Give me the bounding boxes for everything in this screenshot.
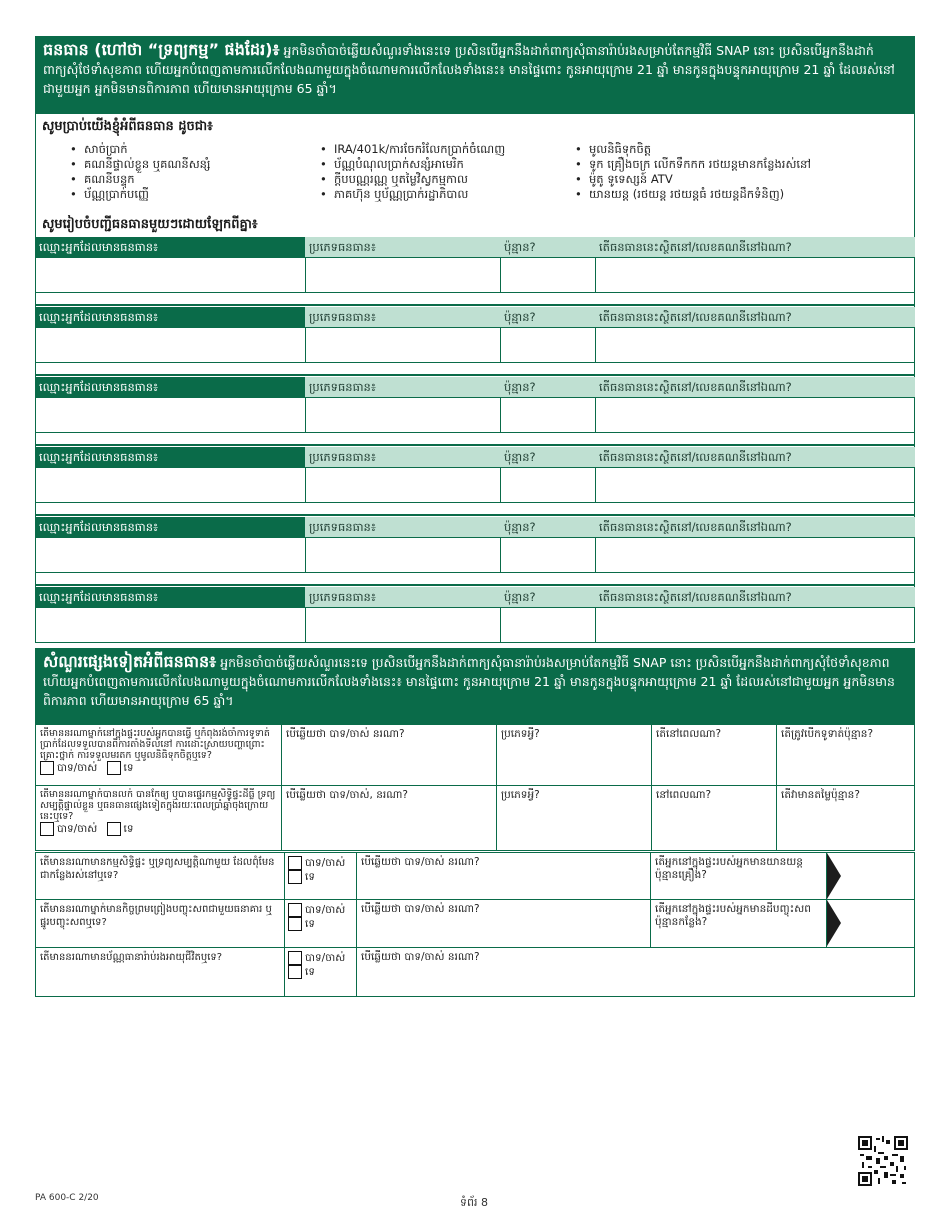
- location-field[interactable]: [595, 467, 915, 503]
- q2-yes-checkbox[interactable]: [40, 822, 54, 836]
- amount-field[interactable]: [500, 467, 596, 503]
- q5-question: [35, 947, 285, 997]
- q5-who-field[interactable]: [356, 947, 915, 997]
- owner-field[interactable]: [35, 537, 306, 573]
- example-item: • សាច់ប្រាក់: [70, 142, 310, 157]
- q2-value-field[interactable]: [776, 785, 915, 851]
- q3-who-label: បើឆ្លើយថា បាទ/ចាស់ នរណា?: [361, 856, 480, 868]
- q1-type-field[interactable]: [496, 724, 652, 786]
- type-field[interactable]: [305, 397, 501, 433]
- amount-header: ប៉ុន្មាន?: [500, 447, 595, 467]
- yes-label: បាទ/ចាស់: [305, 856, 346, 869]
- q4-who-label: បើឆ្លើយថា បាទ/ចាស់ នរណា?: [361, 903, 480, 915]
- type-field[interactable]: [305, 467, 501, 503]
- amount-header: ប៉ុន្មាន?: [500, 587, 595, 607]
- resources-header: [35, 36, 915, 114]
- owner-header: ឈ្មោះអ្នកដែលមានធនធាន៖: [35, 307, 305, 327]
- example-item: • ក្តីបបណ្ណរណ្ណ ឬតម្លៃវិស្វកម្មកាល: [320, 172, 570, 187]
- resource-row: [35, 307, 915, 363]
- resources-intro: អ្នកមិនចាំបាច់ឆ្លើយសំណួរទាំងនេះទេ ប្រសិនបើអ្នកនឹងដាក់ពាក្យសុំធានារ៉ាប់រងសម្រាប់តែកម្មវិធី SNAP នោះ ប្រសិនបើអ្នកនឹងដាក់ពាក្យសុំថែទាំសុខភាព ហើយអ្នកបំពេញតាមការលើកលែងណាមួយក្នុងចំណោមការលើកលែងទាំងនេះ៖ មានផ្ទៃពោះ កូនអាយុក្រោម 21 ឆ្នាំ មានកូនក្នុងបន្ទុកអាយុក្រោម 21 ឆ្នាំ ដែលរស់នៅជាមួយអ្នក អ្នកមិនមានពិការភាព ហើយមានអាយុក្រោម 65 ឆ្នាំ។: [43, 43, 895, 96]
- location-field[interactable]: [595, 327, 915, 363]
- q5-yes-checkbox[interactable]: [288, 951, 302, 965]
- amount-header: ប៉ុន្មាន?: [500, 237, 595, 257]
- q3-options: [284, 852, 357, 900]
- q4-who-field[interactable]: [356, 899, 651, 948]
- yes-label: បាទ/ចាស់: [57, 822, 98, 835]
- location-field[interactable]: [595, 257, 915, 293]
- yes-label: បាទ/ចាស់: [305, 951, 346, 964]
- resource-row: [35, 377, 915, 433]
- arrow-icon: [827, 900, 841, 946]
- owner-field[interactable]: [35, 257, 306, 293]
- amount-field[interactable]: [500, 327, 596, 363]
- location-header: តើធនធាននេះស្ថិតនៅ/លេខគណនីនៅឯណា?: [595, 307, 915, 327]
- q1-who-field[interactable]: [281, 724, 497, 786]
- row-divider: [35, 444, 915, 446]
- example-item: • យានយន្ត (រថយន្ត រថយន្តធំ រថយន្តដឹកទំនិញ): [575, 187, 905, 202]
- q1-when-label: តើនៅពេលណា?: [656, 728, 722, 740]
- q2-type-label: ប្រភេទអ្វី?: [501, 789, 540, 801]
- row-divider: [35, 374, 915, 376]
- owner-header: ឈ្មោះអ្នកដែលមានធនធាន៖: [35, 517, 305, 537]
- type-header: ប្រភេទធនធាន៖: [305, 377, 500, 397]
- no-label: ទេ: [305, 917, 315, 930]
- row-divider: [35, 304, 915, 306]
- example-item: • គណនីផ្ទាល់ខ្លួន ឬគណនីសន្សំ: [70, 157, 310, 172]
- type-header: ប្រភេទធនធាន៖: [305, 587, 500, 607]
- location-field[interactable]: [595, 607, 915, 643]
- q5-no-checkbox[interactable]: [288, 965, 302, 979]
- resources-title: ធនធាន (ហៅថា “ទ្រព្យកម្ម” ផងដែរ)៖: [43, 40, 280, 59]
- type-header: ប្រភេទធនធាន៖: [305, 517, 500, 537]
- amount-header: ប៉ុន្មាន?: [500, 307, 595, 327]
- q2-value-label: តើវាមានតម្លៃប៉ុន្មាន?: [781, 789, 860, 801]
- q3-yes-checkbox[interactable]: [288, 856, 302, 870]
- location-field[interactable]: [595, 537, 915, 573]
- owner-field[interactable]: [35, 397, 306, 433]
- location-header: តើធនធាននេះស្ថិតនៅ/លេខគណនីនៅឯណា?: [595, 517, 915, 537]
- resource-row: [35, 447, 915, 503]
- q4-options: [284, 899, 357, 948]
- q2-who-label: បើឆ្លើយថា បាទ/ចាស់, នរណា?: [286, 789, 408, 801]
- no-label: ទេ: [123, 761, 134, 774]
- q2-text: តើមាននរណាម្នាក់បានលក់ បានកែឲ្យ ឬបានផ្ទេរកម្មសិទ្ធិផ្ទះដីធ្លី ទ្រព្យសម្បត្តិផ្ទាល់ខ្លួន ឬធនធានផ្សេងទៀតក្នុងរយៈពេលប្រាំឆ្នាំចុងក្រោយនេះឬទេ?: [40, 789, 276, 822]
- q5-text: តើមាននរណាមានប័ណ្ណធានារ៉ាប់រងអាយុជីវិតឬទេ?: [40, 952, 223, 963]
- q2-when-label: នៅពេលណា?: [656, 789, 712, 801]
- type-field[interactable]: [305, 257, 501, 293]
- q1-amount-label: តើត្រូវបើកទូទាត់ប៉ុន្មាន?: [781, 728, 874, 740]
- example-item: • IRA/401k/ការចែករំលែកប្រាក់ចំណេញ: [320, 142, 570, 157]
- q1-no-checkbox[interactable]: [107, 761, 121, 775]
- other-resources-title: សំណួរផ្សេងទៀតអំពីធនធាន៖: [43, 652, 217, 671]
- example-item: • ប័ណ្ណបំណុលប្រាក់សន្សំអាមេរិក: [320, 157, 570, 172]
- q1-text: តើមាននរណាម្នាក់នៅក្នុងផ្ទះរបស់អ្នកបានធ្វើ ឬកំពុងរង់ចាំការទូទាត់ប្រាក់ដែលទទួលបានពីការតាំងទីលំនៅ ការដោះស្រាយបញ្ហាព្រោះគ្រោះថ្នាក់ ការទទួលមរតក ឬមូលនិធិទុកចិត្តឬទេ?: [40, 728, 270, 761]
- q3-text: តើមាននរណាមានកម្មសិទ្ធិផ្ទះ ឬទ្រព្យសម្បត្តិណាមួយ ដែលពុំមែនជាកន្លែងរស់នៅឬទេ?: [40, 857, 275, 881]
- q1-when-field[interactable]: [651, 724, 777, 786]
- q3-who-field[interactable]: [356, 852, 651, 900]
- location-header: តើធនធាននេះស្ថិតនៅ/លេខគណនីនៅឯណា?: [595, 237, 915, 257]
- q4-text: តើមាននរណាម្នាក់មានកិច្ចព្រមព្រៀងបញ្ចុះសពជាមួយធនាគារ ឬផ្នូរបញ្ចុះសពឬទេ?: [40, 904, 272, 928]
- owner-header: ឈ្មោះអ្នកដែលមានធនធាន៖: [35, 587, 305, 607]
- amount-field[interactable]: [500, 537, 596, 573]
- type-header: ប្រភេទធនធាន៖: [305, 447, 500, 467]
- page-number: ទំព័រ 8: [460, 1196, 488, 1209]
- q2-type-field[interactable]: [496, 785, 652, 851]
- owner-header: ឈ្មោះអ្នកដែលមានធនធាន៖: [35, 237, 305, 257]
- yes-label: បាទ/ចាស់: [57, 761, 98, 774]
- list-each-label: សូមរៀបចំបញ្ជីធនធានមួយៗដោយឡែកពីគ្នា៖: [42, 217, 258, 232]
- other-resources-header: [35, 648, 915, 724]
- q5-options: [284, 947, 357, 997]
- q2-who-field[interactable]: [281, 785, 497, 851]
- type-header: ប្រភេទធនធាន៖: [305, 307, 500, 327]
- examples-list-1: [70, 142, 310, 202]
- type-field[interactable]: [305, 607, 501, 643]
- amount-field[interactable]: [500, 397, 596, 433]
- resource-row: [35, 517, 915, 573]
- no-label: ទេ: [123, 822, 134, 835]
- vehicles-text: តើអ្នកនៅក្នុងផ្ទះរបស់អ្នកមានយានយន្តប៉ុន្មានគ្រឿង?: [655, 856, 803, 881]
- no-label: ទេ: [305, 870, 315, 883]
- q3-question: [35, 852, 285, 900]
- q2-question: [35, 785, 282, 851]
- q2-no-checkbox[interactable]: [107, 822, 121, 836]
- example-item: • ប័ណ្ណប្រាក់បញ្ញើ: [70, 187, 310, 202]
- amount-header: ប៉ុន្មាន?: [500, 377, 595, 397]
- q2-when-field[interactable]: [651, 785, 777, 851]
- owner-field[interactable]: [35, 607, 306, 643]
- other-resources-intro: អ្នកមិនចាំបាច់ឆ្លើយសំណួរនេះទេ ប្រសិនបើអ្នកនឹងដាក់ពាក្យសុំធានារ៉ាប់រងសម្រាប់តែកម្មវិធី SNAP នោះ ប្រសិនបើអ្នកនឹងដាក់ពាក្យសុំថែទាំសុខភាព ហើយអ្នកបំពេញតាមការលើកលែងណាមួយក្នុងចំណោមការលើកលែងទាំងនេះ៖ មានផ្ទៃពោះ កូនអាយុក្រោម 21 ឆ្នាំ មានកូនក្នុងបន្ទុកអាយុក្រោម 21 ឆ្នាំ ដែលរស់នៅជាមួយអ្នក អ្នកមិនមានពិការភាព ហើយមានអាយុក្រោម 65 ឆ្នាំ។: [43, 655, 895, 708]
- q3-no-checkbox[interactable]: [288, 870, 302, 884]
- resource-row: [35, 587, 915, 643]
- burial-plots-text: តើអ្នកនៅក្នុងផ្ទះរបស់អ្នកមានដីបញ្ចុះសពប៉ុន្មានកន្លែង?: [655, 903, 811, 928]
- no-label: ទេ: [305, 965, 315, 978]
- examples-list-3: [575, 142, 905, 202]
- type-field[interactable]: [305, 537, 501, 573]
- q1-amount-field[interactable]: [776, 724, 915, 786]
- location-field[interactable]: [595, 397, 915, 433]
- example-item: • ទូក គ្រឿងចក្រ លើកទឹកកក រថយន្តមានកន្លែងរស់នៅ: [575, 157, 905, 172]
- owner-header: ឈ្មោះអ្នកដែលមានធនធាន៖: [35, 377, 305, 397]
- resource-row: [35, 237, 915, 293]
- example-item: • គណនីបន្ទុក: [70, 172, 310, 187]
- type-header: ប្រភេទធនធាន៖: [305, 237, 500, 257]
- example-item: • មូលនិធិទុកចិត្ត: [575, 142, 905, 157]
- amount-field[interactable]: [500, 257, 596, 293]
- example-item: • ម៉ូតូ ទូទេស្សន៍ ATV: [575, 172, 905, 187]
- amount-header: ប៉ុន្មាន?: [500, 517, 595, 537]
- arrow-icon: [827, 853, 841, 899]
- owner-header: ឈ្មោះអ្នកដែលមានធនធាន៖: [35, 447, 305, 467]
- burial-plots-question: [650, 899, 827, 948]
- amount-field[interactable]: [500, 607, 596, 643]
- yes-label: បាទ/ចាស់: [305, 903, 346, 916]
- q1-question: [35, 724, 282, 786]
- type-field[interactable]: [305, 327, 501, 363]
- q4-yes-checkbox[interactable]: [288, 903, 302, 917]
- row-divider: [35, 584, 915, 586]
- q4-no-checkbox[interactable]: [288, 917, 302, 931]
- owner-field[interactable]: [35, 467, 306, 503]
- location-header: តើធនធាននេះស្ថិតនៅ/លេខគណនីនៅឯណា?: [595, 377, 915, 397]
- tell-us-label: សូមប្រាប់យើងខ្ញុំអំពីធនធាន ដូចជា៖: [42, 119, 213, 134]
- q1-who-label: បើឆ្លើយថា បាទ/ចាស់ នរណា?: [286, 728, 405, 740]
- owner-field[interactable]: [35, 327, 306, 363]
- location-header: តើធនធាននេះស្ថិតនៅ/លេខគណនីនៅឯណា?: [595, 587, 915, 607]
- example-item: • ភាគហ៊ុន ឬប័ណ្ណប្រាក់រដ្ឋាភិបាល: [320, 187, 570, 202]
- qr-code-icon: [858, 1136, 908, 1186]
- location-header: តើធនធាននេះស្ថិតនៅ/លេខគណនីនៅឯណា?: [595, 447, 915, 467]
- q5-who-label: បើឆ្លើយថា បាទ/ចាស់ នរណា?: [361, 951, 480, 963]
- q1-type-label: ប្រភេទអ្វី?: [501, 728, 540, 740]
- examples-list-2: [320, 142, 570, 202]
- vehicles-question: [650, 852, 827, 900]
- q4-question: [35, 899, 285, 948]
- form-id: PA 600-C 2/20: [35, 1193, 99, 1203]
- row-divider: [35, 514, 915, 516]
- q1-yes-checkbox[interactable]: [40, 761, 54, 775]
